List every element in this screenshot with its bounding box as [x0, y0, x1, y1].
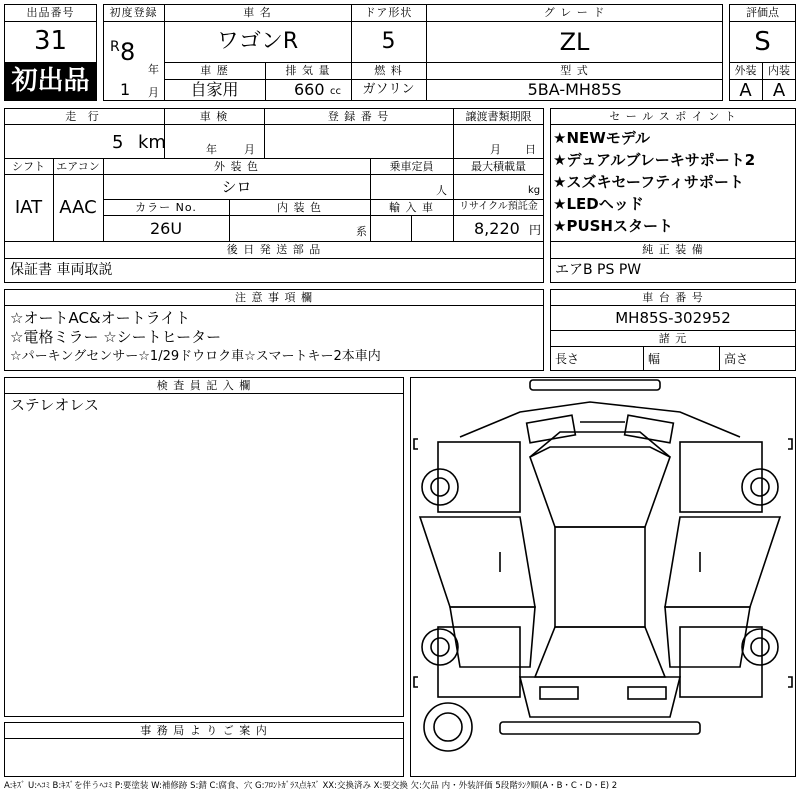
color-label: 外 装 色 [214, 160, 259, 173]
load-unit: kg [528, 185, 541, 196]
displacement-unit: cc [330, 86, 341, 97]
exterior-label: 外装 [734, 64, 757, 77]
reg-era: R [110, 39, 120, 55]
lot-number: 31 [33, 26, 68, 56]
grade: ZL [559, 28, 590, 56]
detail-box [4, 108, 544, 283]
ac-label: エアコン [56, 160, 100, 173]
sales-point: ★PUSHスタート [553, 217, 673, 235]
transfer-label: 譲渡書類期限 [465, 110, 532, 123]
car-diagram [410, 377, 796, 777]
inspector-box [4, 377, 404, 717]
score: S [754, 27, 771, 57]
model-label: 型 式 [560, 64, 589, 77]
inspector-note: ステレオレス [10, 396, 99, 414]
history: 自家用 [190, 80, 239, 99]
note-line: ☆電格ミラー ☆シートヒーター [10, 328, 222, 346]
import-label: 輸 入 車 [389, 201, 434, 214]
capacity-label: 乗車定員 [389, 160, 434, 173]
recycle-unit: 円 [529, 223, 542, 237]
height-label: 高さ [724, 352, 749, 366]
later-label: 後 日 発 送 部 品 [226, 243, 322, 256]
first-time-label: 初出品 [11, 66, 90, 96]
mileage: 5 [112, 132, 124, 153]
legend: A:ｷｽﾞ U:ﾍｺﾐ B:ｷｽﾞを伴うﾍｺﾐ P:要塗装 W:補修跡 S:錆 C:腐食、穴 G:ﾌﾛﾝﾄｶﾞﾗｽ点ｷｽﾞ XX:交換済み X:要交換 欠:欠品 内・外装評価 5段階ﾗﾝｸ順(A・B・C・D・E) 2 [4, 781, 618, 791]
reg-month-unit: 月 [148, 86, 159, 99]
plate-label: 登 録 番 号 [327, 110, 390, 123]
doors: 5 [381, 29, 396, 54]
color-no: 26U [149, 219, 183, 238]
recycle-label: リサイクル預託金 [459, 201, 538, 212]
inspector-label: 検 査 員 記 入 欄 [156, 379, 252, 392]
sales-point: ★LEDヘッド [553, 195, 644, 213]
transfer-day-unit: 日 [525, 143, 536, 156]
model: 5BA-MH85S [527, 80, 622, 99]
width-label: 幅 [648, 352, 661, 366]
equip-label: 純 正 装 備 [642, 243, 704, 256]
mileage-unit: km [138, 132, 166, 153]
displacement: 660 [294, 80, 325, 99]
office-label: 事 務 局 よ り ご 案 内 [140, 724, 268, 737]
mileage-label: 走 行 [65, 110, 103, 123]
ac: AAC [59, 197, 97, 218]
load-label: 最大積載量 [471, 160, 526, 173]
shift-label: シフト [12, 160, 45, 173]
exterior-score: A [739, 80, 752, 101]
shift: IAT [14, 197, 43, 218]
color-no-label: カラー No. [135, 201, 197, 214]
inspection-label: 車 検 [199, 110, 229, 123]
length-label: 長さ [555, 352, 580, 366]
dims-label: 諸 元 [658, 332, 688, 345]
inspection-year-unit: 年 [206, 143, 217, 156]
interior-color-unit: 系 [356, 225, 367, 238]
interior-label: 内装 [768, 64, 790, 77]
score-label: 評価点 [746, 6, 779, 19]
transfer-month-unit: 月 [490, 143, 501, 156]
lot-label: 出品番号 [26, 6, 75, 19]
notes-label: 注 意 事 項 欄 [235, 291, 313, 304]
fuel-label: 燃 料 [374, 64, 403, 77]
sales-point: ★スズキセーフティサポート [553, 173, 744, 191]
car-name: ワゴンR [216, 29, 299, 54]
displacement-label: 排 気 量 [285, 64, 331, 77]
equipment: エアB PS PW [555, 262, 642, 278]
door-label: ドア形状 [364, 6, 413, 19]
name-label: 車 名 [243, 6, 272, 19]
chassis-label: 車 台 番 号 [642, 291, 704, 304]
grade-label: グ レ ー ド [543, 6, 606, 19]
reg-year-unit: 年 [148, 63, 159, 76]
reg-year: 8 [120, 38, 136, 66]
reg-label: 初度登録 [109, 6, 158, 19]
interior-score: A [772, 80, 786, 101]
inspection-month-unit: 月 [244, 143, 255, 156]
recycle: 8,220 [474, 219, 520, 238]
sales-point: ★デュアルブレーキサポート2 [553, 151, 756, 169]
color: シロ [221, 178, 252, 196]
sales-point: ★NEWモデル [553, 129, 651, 147]
interior-color-label: 内 装 色 [277, 201, 322, 214]
later-parts: 保証書 車両取説 [10, 262, 113, 278]
capacity-unit: 人 [436, 184, 447, 197]
reg-month: 1 [120, 80, 131, 99]
note-line: ☆オートAC&オートライト [10, 309, 191, 327]
note-line: ☆パーキングセンサー☆1/29ドウロク車☆スマートキー2本車内 [10, 349, 381, 364]
sales-label: セ ー ル ス ポ イ ン ト [609, 110, 737, 123]
fuel: ガソリン [362, 82, 415, 97]
history-label: 車 歴 [200, 64, 229, 77]
chassis-number: MH85S-302952 [615, 309, 731, 327]
